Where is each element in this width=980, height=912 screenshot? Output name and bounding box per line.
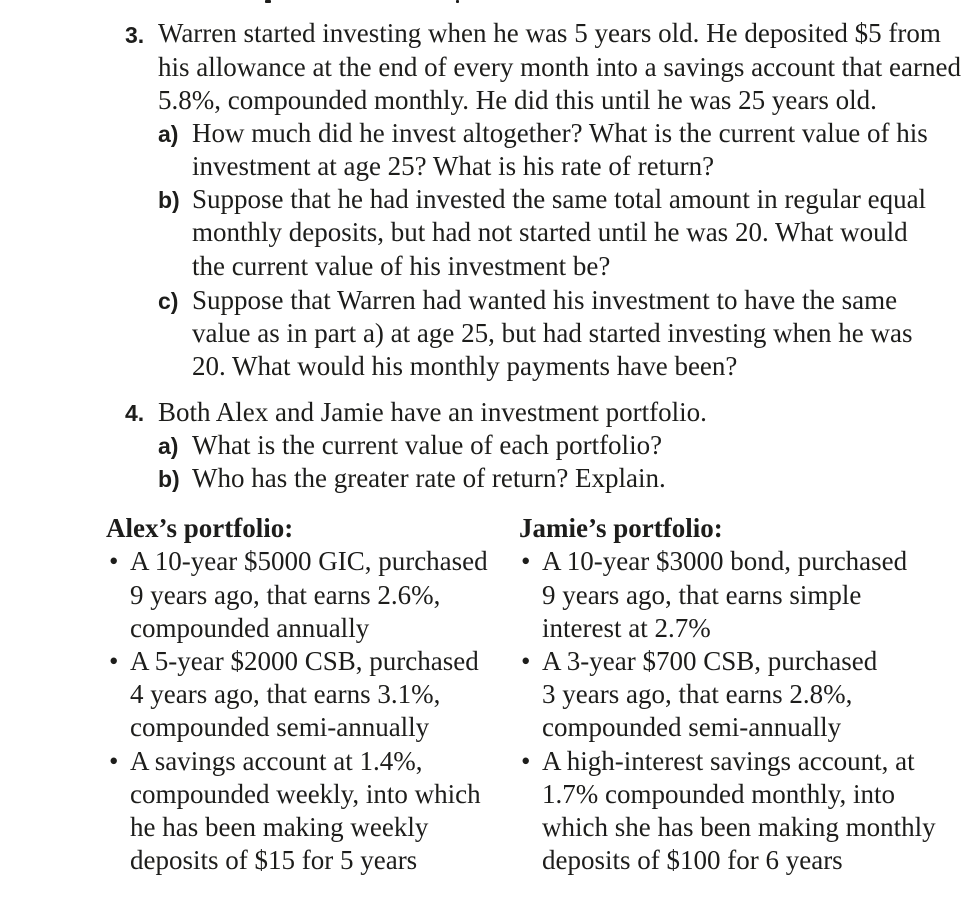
q4-part-b-label: b)	[158, 466, 180, 492]
q4-part-b-text: Who has the greater rate of return? Explain.	[192, 463, 666, 493]
question-4-number: 4.	[125, 400, 145, 426]
part-c-label: c)	[158, 288, 179, 314]
alex-item-line: compounded weekly, into which	[130, 779, 481, 809]
part-a-label: a)	[158, 121, 179, 147]
bullet-icon: •	[521, 546, 531, 576]
part-b-label: b)	[158, 187, 180, 213]
question-3-number: 3.	[125, 22, 145, 48]
alex-item-line: A 5-year $2000 CSB, purchased	[130, 646, 479, 676]
cropped-text-fragment	[265, 0, 271, 3]
question-3-text-line: his allowance at the end of every month into a savings account that earned	[158, 52, 961, 82]
part-c-text-line: 20. What would his monthly payments have been?	[192, 351, 738, 381]
alex-item-line: A 10-year $5000 GIC, purchased	[130, 546, 488, 576]
question-4-text-line: Both Alex and Jamie have an investment portfolio.	[158, 397, 707, 427]
part-b-text-line: the current value of his investment be?	[192, 251, 611, 281]
question-3-text-line: Warren started investing when he was 5 years old. He deposited $5 from	[158, 18, 941, 48]
jamie-item-line: which she has been making monthly	[542, 812, 936, 842]
part-b-text-line: monthly deposits, but had not started until he was 20. What would	[192, 217, 908, 247]
part-c-text-line: Suppose that Warren had wanted his investment to have the same	[192, 285, 898, 315]
jamie-item-line: A high-interest savings account, at	[542, 746, 915, 776]
alex-portfolio-heading: Alex’s portfolio:	[106, 513, 294, 543]
jamie-item-line: 9 years ago, that earns simple	[542, 580, 862, 610]
alex-item-line: A savings account at 1.4%,	[130, 746, 423, 776]
q4-part-a-text: What is the current value of each portfolio?	[192, 430, 663, 460]
bullet-icon: •	[109, 646, 119, 676]
part-b-text-line: Suppose that he had invested the same total amount in regular equal	[192, 184, 927, 214]
q4-part-a-label: a)	[158, 433, 179, 459]
jamie-item-line: deposits of $100 for 6 years	[542, 845, 843, 875]
bullet-icon: •	[109, 746, 119, 776]
alex-item-line: 4 years ago, that earns 3.1%,	[130, 679, 441, 709]
cropped-text-fragment	[456, 0, 459, 3]
bullet-icon: •	[521, 646, 531, 676]
jamie-item-line: 1.7% compounded monthly, into	[542, 779, 895, 809]
bullet-icon: •	[109, 546, 119, 576]
jamie-item-line: 3 years ago, that earns 2.8%,	[542, 679, 853, 709]
part-a-text-line: investment at age 25? What is his rate of return?	[192, 151, 715, 181]
jamie-item-line: interest at 2.7%	[542, 613, 711, 643]
jamie-item-line: A 3-year $700 CSB, purchased	[542, 646, 878, 676]
jamie-portfolio-heading: Jamie’s portfolio:	[519, 513, 723, 543]
part-a-text-line: How much did he invest altogether? What is the current value of his	[192, 118, 928, 148]
jamie-item-line: A 10-year $3000 bond, purchased	[542, 546, 908, 576]
alex-item-line: compounded annually	[130, 613, 370, 643]
jamie-item-line: compounded semi-annually	[542, 712, 842, 742]
question-3-text-line: 5.8%, compounded monthly. He did this until he was 25 years old.	[158, 85, 877, 115]
alex-item-line: 9 years ago, that earns 2.6%,	[130, 580, 441, 610]
alex-item-line: deposits of $15 for 5 years	[130, 845, 418, 875]
alex-item-line: he has been making weekly	[130, 812, 429, 842]
alex-item-line: compounded semi-annually	[130, 712, 430, 742]
bullet-icon: •	[521, 746, 531, 776]
part-c-text-line: value as in part a) at age 25, but had started investing when he was	[192, 318, 913, 348]
